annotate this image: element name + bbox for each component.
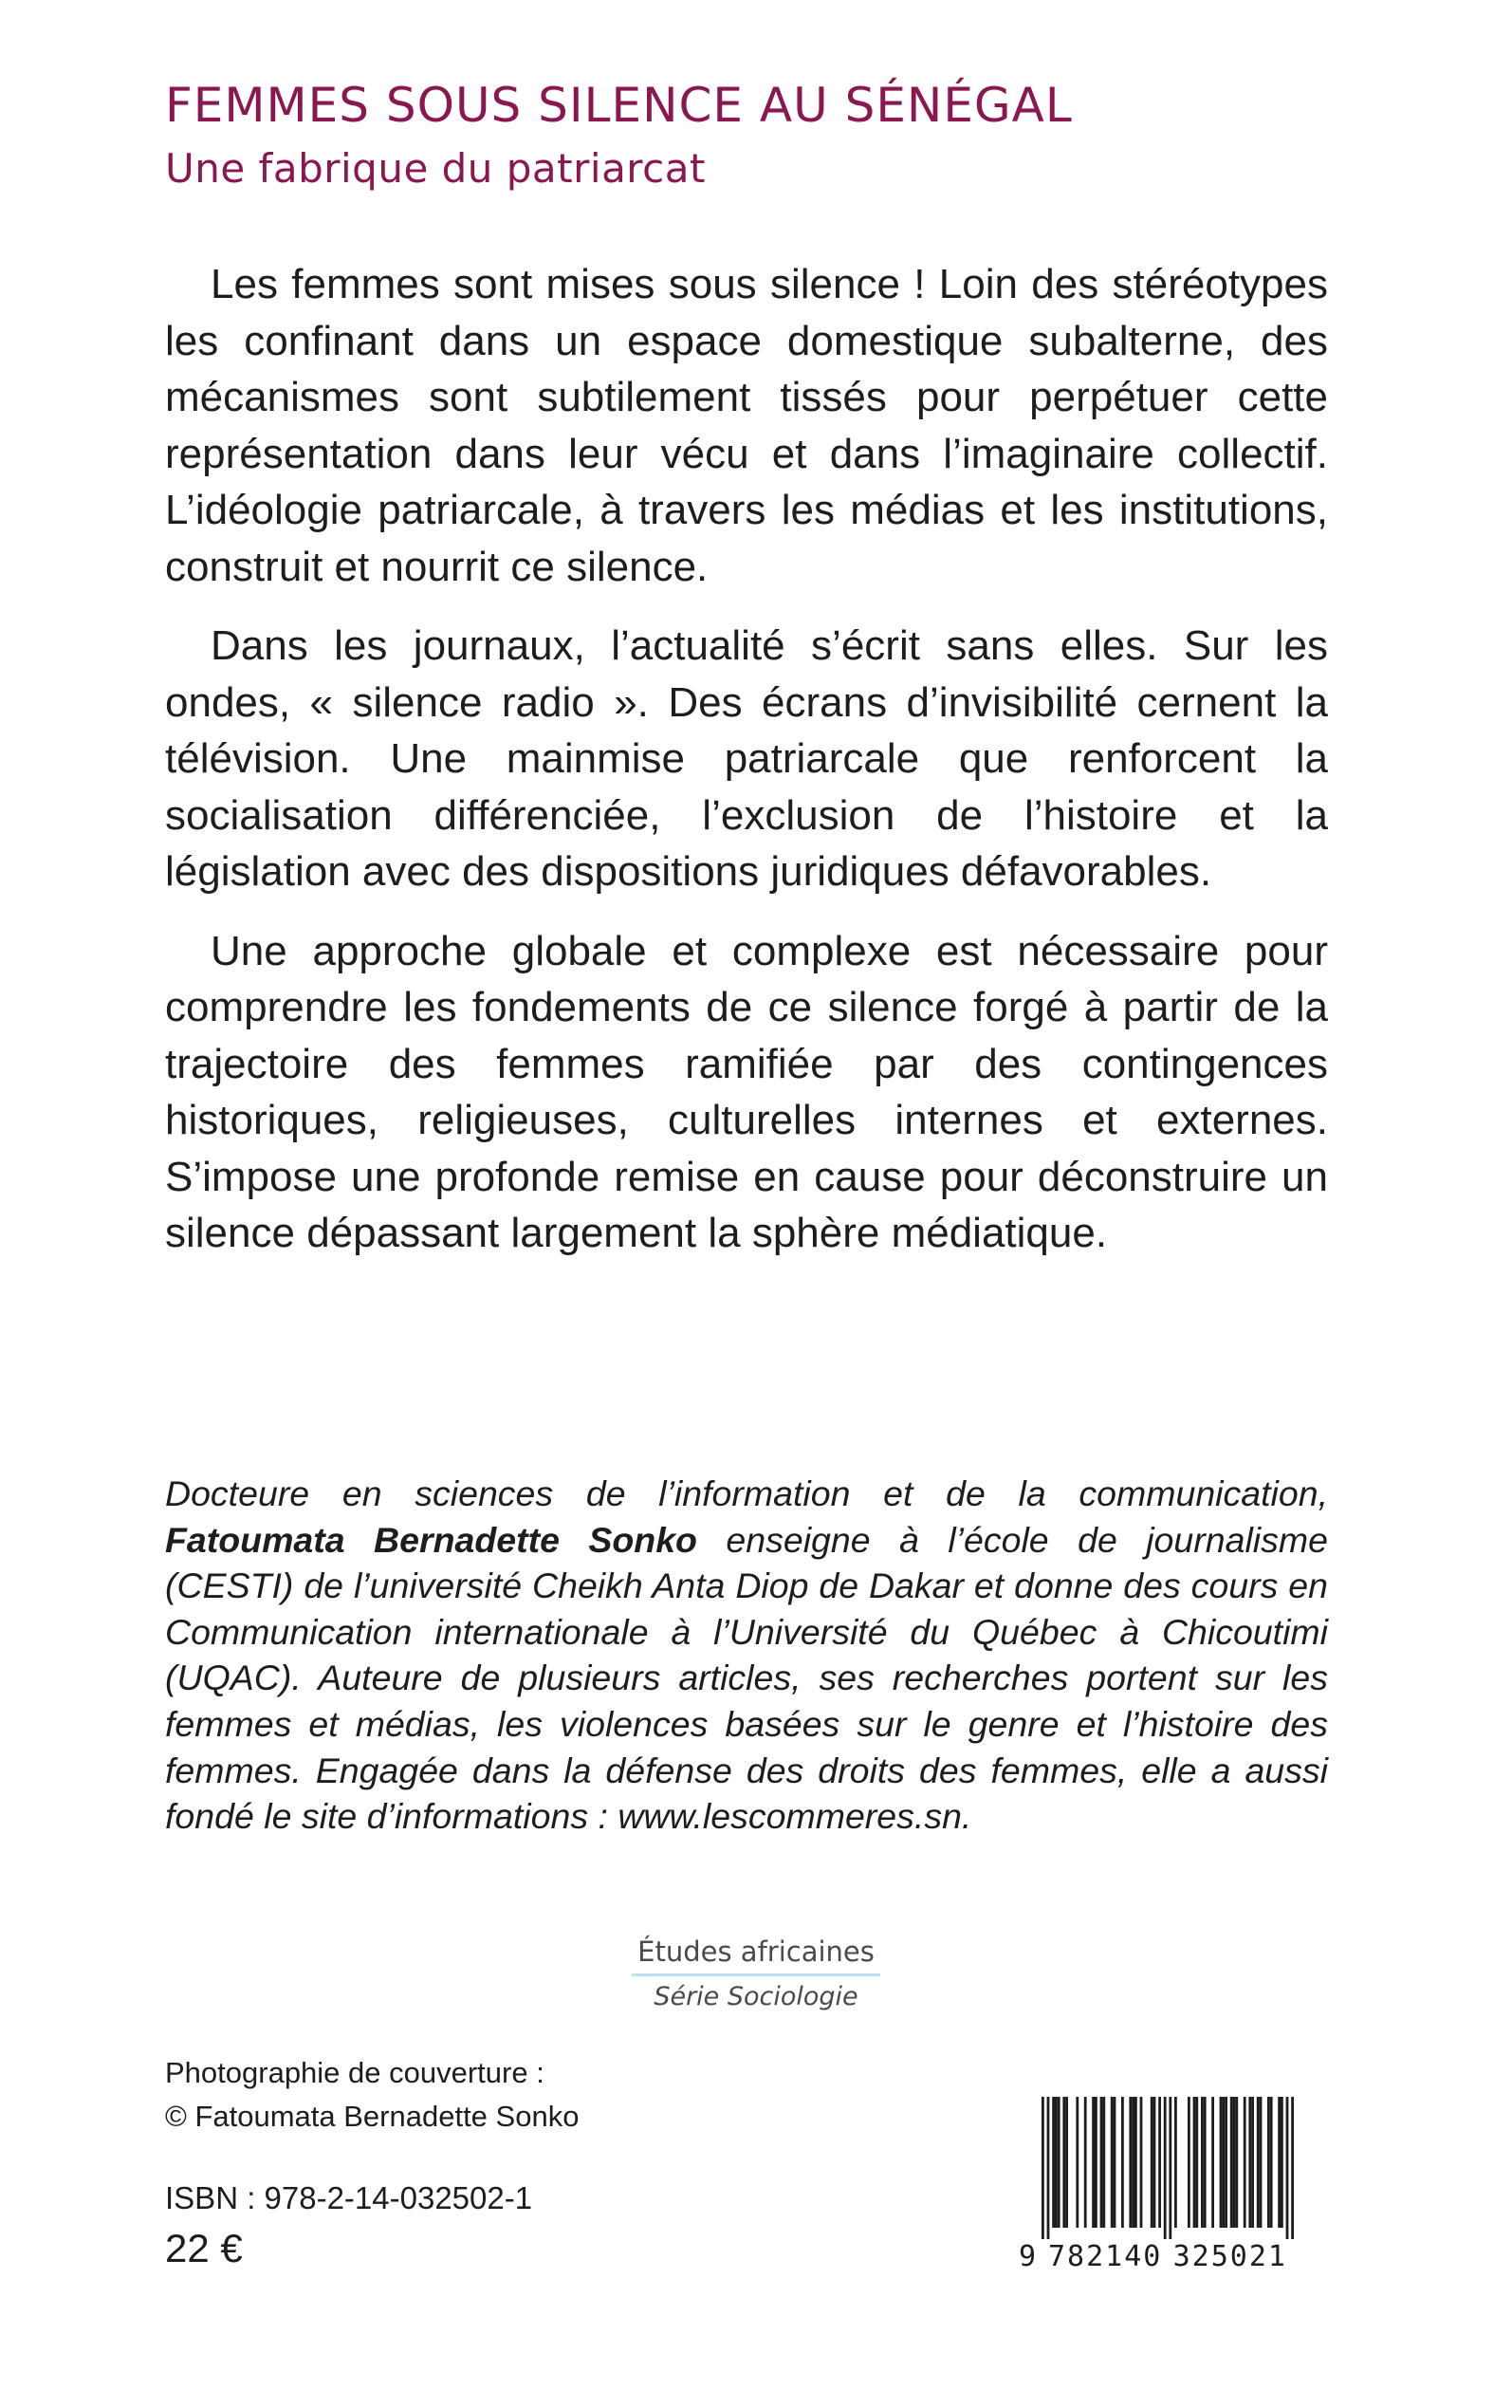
barcode-digits: 325021	[1172, 2240, 1287, 2272]
series-name: Études africaines	[632, 1936, 880, 1976]
barcode-bar	[1233, 2097, 1236, 2228]
barcode-digits: 782140	[1048, 2240, 1163, 2272]
barcode-bar	[1100, 2097, 1103, 2228]
barcode-bar	[1164, 2097, 1167, 2239]
barcode-bar	[1270, 2097, 1273, 2228]
barcode-bar	[1278, 2097, 1281, 2228]
barcode-bar	[1065, 2097, 1068, 2228]
blurb-paragraph: Une approche globale et complexe est nécessaire pour comprendre les fondements de ce silence forgé à partir de la trajectoire des femmes ramifiée par des contingences historiques, religieuses, culturelles internes et externes. S’impose une profonde remise en cause pour déconstruire un silence dépassant largement la sphère médiatique.	[165, 927, 1328, 1256]
barcode-bar	[1244, 2097, 1246, 2228]
barcode-digits: 9	[1018, 2240, 1039, 2272]
barcode-bar	[1092, 2097, 1095, 2228]
blurb-paragraph: Dans les journaux, l’actualité s’écrit sans elles. Sur les ondes, « silence radio ». Des écrans d’invisibilité cernent la télévision. Une mainmise patriarcale que renforcent la socialisation différenciée, l’exclusion de l’histoire et la législation avec des dispositions juridiques défavorables.	[165, 622, 1328, 895]
barcode-bar	[1114, 2097, 1116, 2228]
barcode-bar	[1055, 2097, 1058, 2228]
barcode-bar	[1132, 2097, 1134, 2228]
barcode-bar	[1121, 2097, 1124, 2228]
barcode-bar	[1102, 2097, 1105, 2228]
barcode-bar	[1042, 2097, 1044, 2239]
blurb-paragraph: Les femmes sont mises sous silence ! Loin des stéréotypes les confinant dans un espace domestique subalterne, des mécanismes sont subtilement tissés pour perpétuer cette représentation dans leur vécu et dans l’imaginaire collectif. L’idéologie patriarcale, à travers les médias et les institutions, construit et nourrit ce silence.	[165, 261, 1328, 590]
barcode-bar	[1260, 2097, 1263, 2228]
price: 22 €	[165, 2226, 243, 2270]
barcode-bar	[1281, 2097, 1283, 2228]
barcode-bar	[1235, 2097, 1238, 2228]
barcode-bar	[1058, 2097, 1060, 2228]
barcode-bar	[1140, 2097, 1143, 2228]
barcode-bar	[1201, 2097, 1204, 2228]
barcode-bar	[1225, 2097, 1227, 2228]
barcode-bar	[1211, 2097, 1214, 2228]
barcode	[1017, 2097, 1320, 2272]
photo-credit	[165, 2051, 579, 2139]
barcode-bar	[1129, 2097, 1132, 2228]
barcode-bar	[1222, 2097, 1225, 2228]
author-name: Fatoumata Bernadette Sonko	[165, 1519, 697, 1560]
barcode-bar	[1193, 2097, 1196, 2228]
barcode-bar	[1047, 2097, 1050, 2239]
barcode-bar	[1153, 2097, 1156, 2228]
photo-credit-owner: © Fatoumata Bernadette Sonko	[165, 2100, 580, 2133]
barcode-bar	[1188, 2097, 1190, 2228]
author-bio	[165, 1471, 1328, 1840]
barcode-bar	[1084, 2097, 1087, 2228]
series-subtitle: Série Sociologie	[654, 1982, 858, 2011]
barcode-bar	[1095, 2097, 1097, 2228]
author-bio-intro: Docteure en sciences de l’information et de la communication,	[165, 1473, 1328, 1513]
barcode-bar	[1248, 2097, 1251, 2228]
isbn: ISBN : 978-2-14-032502-1	[165, 2180, 533, 2215]
barcode-bar	[1158, 2097, 1161, 2228]
barcode-bar	[1267, 2097, 1270, 2228]
barcode-bar	[1111, 2097, 1114, 2228]
book-title: FEMMES SOUS SILENCE AU SÉNÉGAL	[165, 78, 1073, 133]
barcode-bar	[1174, 2097, 1177, 2228]
barcode-bar	[1291, 2097, 1294, 2239]
photo-credit-label: Photographie de couverture :	[165, 2056, 544, 2089]
back-cover-blurb	[165, 256, 1328, 1285]
barcode-bar	[1204, 2097, 1207, 2228]
barcode-bar	[1220, 2097, 1223, 2228]
series-block	[569, 1936, 943, 2011]
barcode-bar	[1195, 2097, 1198, 2228]
barcode-bar	[1230, 2097, 1233, 2228]
barcode-graphic	[1017, 2097, 1320, 2272]
book-subtitle: Une fabrique du patriarcat	[165, 145, 706, 192]
barcode-bar	[1134, 2097, 1137, 2228]
barcode-bar	[1169, 2097, 1171, 2239]
author-bio-text: enseigne à l’école de journalisme (CESTI) de l’université Cheikh Anta Diop de Dakar et donne des cours en Communication internationale à l’Université du Québec à Chicoutimi (UQAC). Auteure de plusieurs articles, ses recherches portent sur les femmes et médias, les violences basées sur le genre et l’histoire des femmes. Engagée dans la défense des droits des femmes, elle a aussi fondé le site d’informations : www.lescommeres.sn.	[165, 1519, 1328, 1837]
barcode-bar	[1062, 2097, 1065, 2228]
barcode-bar	[1151, 2097, 1153, 2228]
barcode-bar	[1257, 2097, 1260, 2228]
barcode-bar	[1076, 2097, 1079, 2228]
barcode-bar	[1052, 2097, 1055, 2228]
barcode-bar	[1251, 2097, 1254, 2228]
barcode-bar	[1286, 2097, 1289, 2239]
